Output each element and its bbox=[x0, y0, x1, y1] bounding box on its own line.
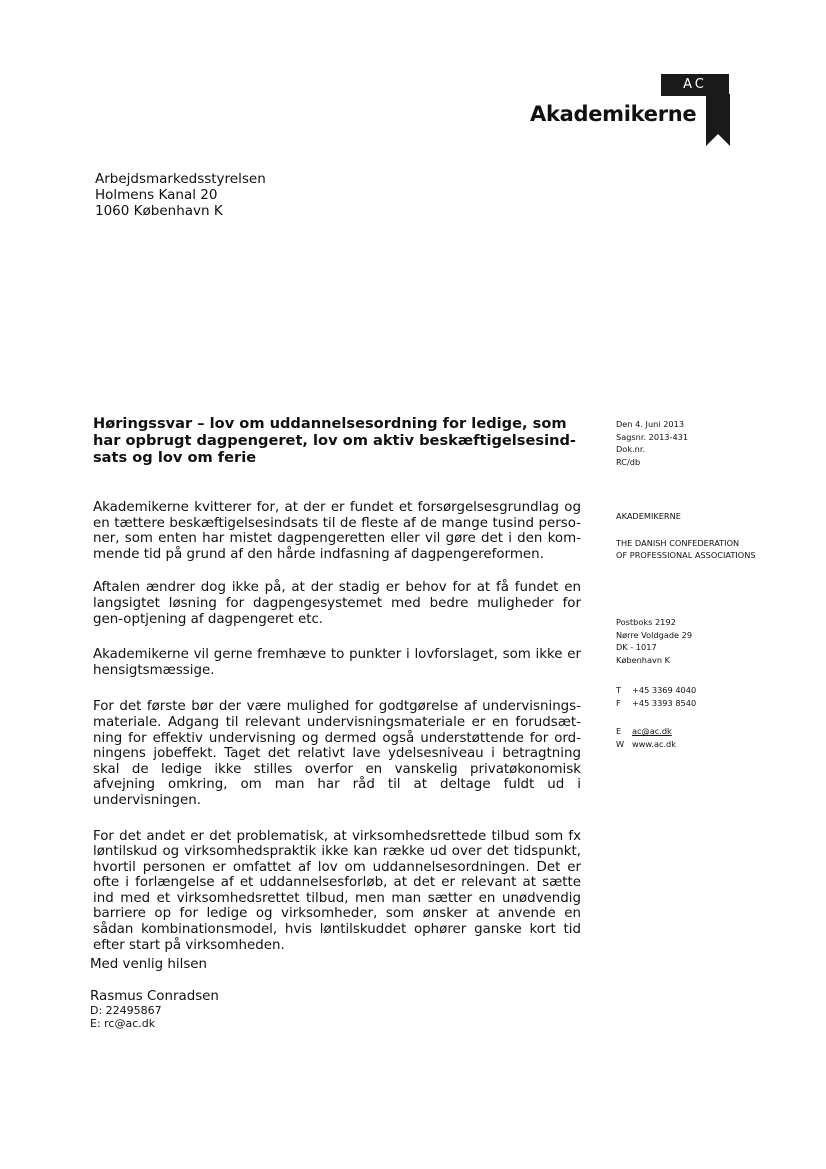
address-line: Postboks 2192 bbox=[616, 617, 676, 627]
body-paragraph: For det andet er det problematisk, at virksomhedsrettede tilbud som fx løntilskud og virksomhedspraktik ikke kan række ud over det tidspunkt, hvortil personen er omfattet af lov om uddannelsesordningen. Det er ofte i forlængelse af et uddannelsesforløb, at det er relevant at sætte ind med et virksomhedsrettet tilbud, men man sætter en unødvendig barriere op for ledige og virksomheder, som ønsker at anvende en sådan kombinationsmodel, hvis løntilskuddet ophører ganske kort tid efter start på virksomheden. bbox=[93, 828, 581, 953]
letter-subject: Høringssvar – lov om uddannelsesordning for ledige, som har opbrugt dagpengeret, lov om aktiv beskæftigelsesind-sats og lov om ferie bbox=[93, 415, 576, 466]
address-line: DK - 1017 bbox=[616, 642, 657, 653]
signer-name: Rasmus Conradsen bbox=[90, 989, 219, 1004]
body-paragraph: For det første bør der være mulighed for godtgørelse af undervisnings-materiale. Adgang til relevant undervisningsmateriale er en forudsæt-ning for effektiv undervisning og dermed også understøttende for ord-ningens jobeffekt. Taget det relativt lave ydelsesniveau i betragtning skal de ledige ikke stilles overfor en vanskelig privatøkonomisk afvejning omkring, om man har råd til at deltage fuldt ud i undervisningen. bbox=[93, 699, 581, 808]
logo-badge: AC bbox=[661, 74, 729, 96]
address-line: København K bbox=[616, 654, 671, 665]
org-name: AKADEMIKERNE bbox=[616, 511, 681, 521]
signer-email: E: rc@ac.dk bbox=[90, 1017, 156, 1030]
telephone-row bbox=[616, 684, 696, 697]
signature-block bbox=[90, 989, 219, 1030]
recipient-line: 1060 København K bbox=[95, 203, 223, 219]
reference-initials: RC/db bbox=[616, 456, 641, 467]
fax-label: F bbox=[616, 697, 621, 708]
email-row bbox=[616, 725, 696, 738]
telephone-label: T bbox=[616, 685, 622, 695]
akademikerne-logo bbox=[530, 72, 735, 146]
fax-value: +45 3393 8540 bbox=[632, 697, 697, 708]
document-number: Dok.nr. bbox=[616, 444, 646, 455]
org-english-name-line: OF PROFESSIONAL ASSOCIATIONS bbox=[616, 550, 756, 561]
letter-date: Den 4. Juni 2013 bbox=[616, 419, 685, 429]
telephone-value: +45 3369 4040 bbox=[632, 685, 697, 695]
recipient-line: Arbejdsmarkedsstyrelsen bbox=[95, 171, 266, 187]
website-row bbox=[616, 738, 696, 751]
fax-row bbox=[616, 697, 696, 710]
website-link[interactable]: www.ac.dk bbox=[632, 738, 676, 749]
body-paragraph: Akademikerne vil gerne fremhæve to punkter i lovforslaget, som ikke er hensigtsmæssige. bbox=[93, 647, 581, 678]
email-label: E bbox=[616, 726, 622, 737]
case-number: Sagsnr. 2013-431 bbox=[616, 431, 689, 442]
recipient-line: Holmens Kanal 20 bbox=[95, 187, 218, 203]
postal-address bbox=[616, 616, 692, 666]
signer-phone: D: 22495867 bbox=[90, 1004, 162, 1017]
contact-details bbox=[616, 684, 696, 750]
org-english-name-line: THE DANISH CONFEDERATION bbox=[616, 537, 740, 548]
letter-meta bbox=[616, 418, 688, 468]
closing-greeting: Med venlig hilsen bbox=[90, 957, 208, 972]
body-paragraph: Akademikerne kvitterer for, at der er fundet et forsørgelsesgrundlag og en tættere beskæftigelsesindsats til de fleste af de mange tusind perso-ner, som enten har mistet dagpengeretten eller vil gøre det i den kom-mende tid på grund af den hårde indfasning af dagpengereformen. bbox=[93, 500, 581, 562]
organization-block bbox=[616, 510, 756, 562]
recipient-address bbox=[95, 171, 266, 219]
bookmark-flag-icon bbox=[706, 94, 730, 146]
website-label: W bbox=[616, 738, 625, 749]
body-paragraph: Aftalen ændrer dog ikke på, at der stadig er behov for at få fundet en langsigtet løsning for dagpengesystemet med bedre muligheder for gen-optjening af dagpengeret etc. bbox=[93, 580, 581, 627]
address-line: Nørre Voldgade 29 bbox=[616, 629, 693, 640]
email-link[interactable]: ac@ac.dk bbox=[632, 726, 672, 737]
logo-wordmark: Akademikerne bbox=[530, 102, 697, 126]
letter-body bbox=[93, 500, 581, 969]
